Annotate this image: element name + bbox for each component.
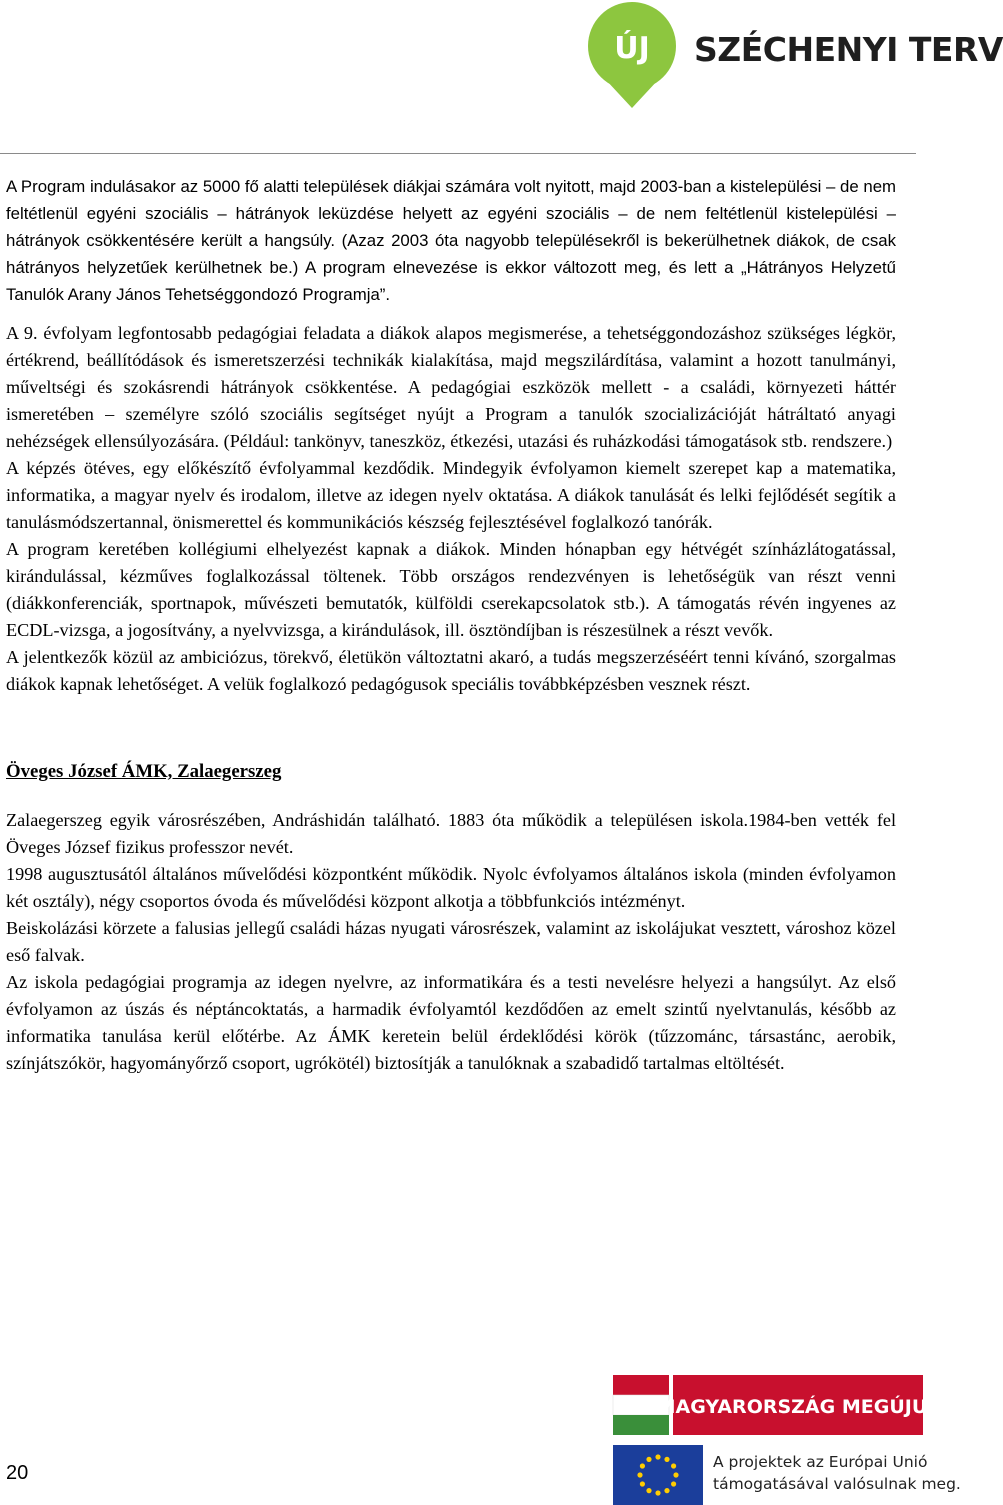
location-pin-icon xyxy=(586,0,688,110)
paragraph-program-start: A Program indulásakor az 5000 fő alatti települések diákjai számára volt nyitott, majd 2003-ban a kistelepülési – de nem feltétlenül egyéni szociális – hátrányok leküzdése helyett az egyéni szociális – de nem feltétlenül kistelepülési – hátrányok csökkentésére került a hangsúly. (Azaz 2003 óta nagyobb településekről is bekerülhetnek diákok, de csak hátrányos helyzetűek kerülhetnek be.) A program elnevezése is ekkor változott meg, és lett a „Hátrányos Helyzetű Tanulók Arany János Tehetséggondozó Programja”. xyxy=(6,177,896,304)
header-divider xyxy=(0,153,916,154)
paragraph-dormitory: A program keretében kollégiumi elhelyezést kapnak a diákok. Minden hónapban egy hétvégét színházlátogatással, kirándulással, kézműves foglalkozással töltenek. Több országos rendezvényen is lehetőségük van részt venni (diákkonferenciák, sportnapok, művészeti bemutatók, külföldi cserekapcsolatok stb.). A támogatás révén ingyenes az ECDL-vizsga, a jogosítvány, a nyelvvizsga, a kirándulások, ill. ösztöndíjban is részesülnek a részt vevők. xyxy=(6,539,896,640)
paragraph-pedagogical-program: Az iskola pedagógiai programja az idegen nyelvre, az informatikára és a testi nevelésre helyezi a hangsúlyt. Az első évfolyamon az úszás és néptáncoktatás, a harmadik évfolyamtól kezdődően az emelt szintű nyelvtanulás, később az informatika tanulása kerül előtérbe. Az ÁMK keretein belül érdeklődési körök (tűzzománc, társastánc, aerobik, színjátszókör, hagyományőrző csoport, ugrókötél) biztosítják a tanulóknak a szabadidő tartalmas eltöltését. xyxy=(6,972,896,1073)
uj-szechenyi-terv-logo xyxy=(586,0,1003,110)
paragraph-since-1998: 1998 augusztusától általános művelődési központként működik. Nyolc évfolyamos általános iskola (minden évfolyamon két osztály), négy csoportos óvoda és művelődési központ alkotja a többfunkciós intézményt. xyxy=(6,864,896,911)
paragraph-ninth-grade: A 9. évfolyam legfontosabb pedagógiai feladata a diákok alapos megismerése, a tehetséggondozáshoz szükséges légkör, értékrend, beállítódások és ismeretszerzési technikák kialakítása, majd megszilárdítása, valamint a hozott tanulmányi, műveltségi és szokásrendi hátrányok csökkentése. A pedagógiai eszközök mellett - a családi, környezeti háttér ismeretében – személyre szóló szociális segítséget nyújt a Program a tanulók szocializációját hátráltató anyagi nehézségek ellensúlyozására. (Például: tankönyv, taneszköz, étkezési, utazási és ruházkodási támogatások stb. rendszere.) xyxy=(6,323,896,451)
paragraph-enrollment-area: Beiskolázási körzete a falusias jellegű családi házas nyugati városrészek, valamint az iskolájukat vesztett, városhoz közel eső falvak. xyxy=(6,918,896,965)
eu-support-logo xyxy=(613,1445,961,1505)
paragraph-location: Zalaegerszeg egyik városrészében, Andráshidán található. 1883 óta működik a településen iskola.1984-ben vették fel Öveges József fizikus professzor nevét. xyxy=(6,810,896,857)
eu-support-text xyxy=(713,1451,961,1495)
magyarorszag-megujul-logo xyxy=(613,1375,940,1435)
mm-logo-text: MAGYARORSZÁG MEGÚJUL xyxy=(656,1396,940,1418)
section-title: Öveges József ÁMK, Zalaegerszeg xyxy=(6,761,282,782)
logo-wordmark-text: SZÉCHENYI TERV xyxy=(694,30,1003,69)
document-body xyxy=(6,173,896,1077)
paragraph-training: A képzés ötéves, egy előkészítő évfolyammal kezdődik. Mindegyik évfolyamon kiemelt szerepet kap a matematika, informatika, a magyar nyelv és irodalom, illetve az idegen nyelv oktatása. A diákok tanulását és lelki fejlődését segítik a tanulásmódszertannal, önismerettel és kommunikációs készség fejlesztésével foglalkozó tanórák. xyxy=(6,458,896,532)
flag-green-stripe xyxy=(613,1415,669,1435)
eu-flag-icon xyxy=(613,1445,703,1505)
logo-pin-label: ÚJ xyxy=(614,31,650,66)
logo-wordmark xyxy=(694,30,1003,69)
eu-line-1: A projektek az Európai Unió xyxy=(713,1453,928,1471)
flag-red-stripe xyxy=(613,1375,669,1395)
paragraph-applicants: A jelentkezők közül az ambiciózus, törekvő, életükön változtatni akaró, a tudás megszerzéséért tenni kívánó, szorgalmas diákok kapnak lehetőséget. A velük foglalkozó pedagógusok speciális továbbképzésben vesznek részt. xyxy=(6,647,896,694)
eu-line-2: támogatásával valósulnak meg. xyxy=(713,1475,961,1493)
page-number: 20 xyxy=(6,1462,29,1484)
